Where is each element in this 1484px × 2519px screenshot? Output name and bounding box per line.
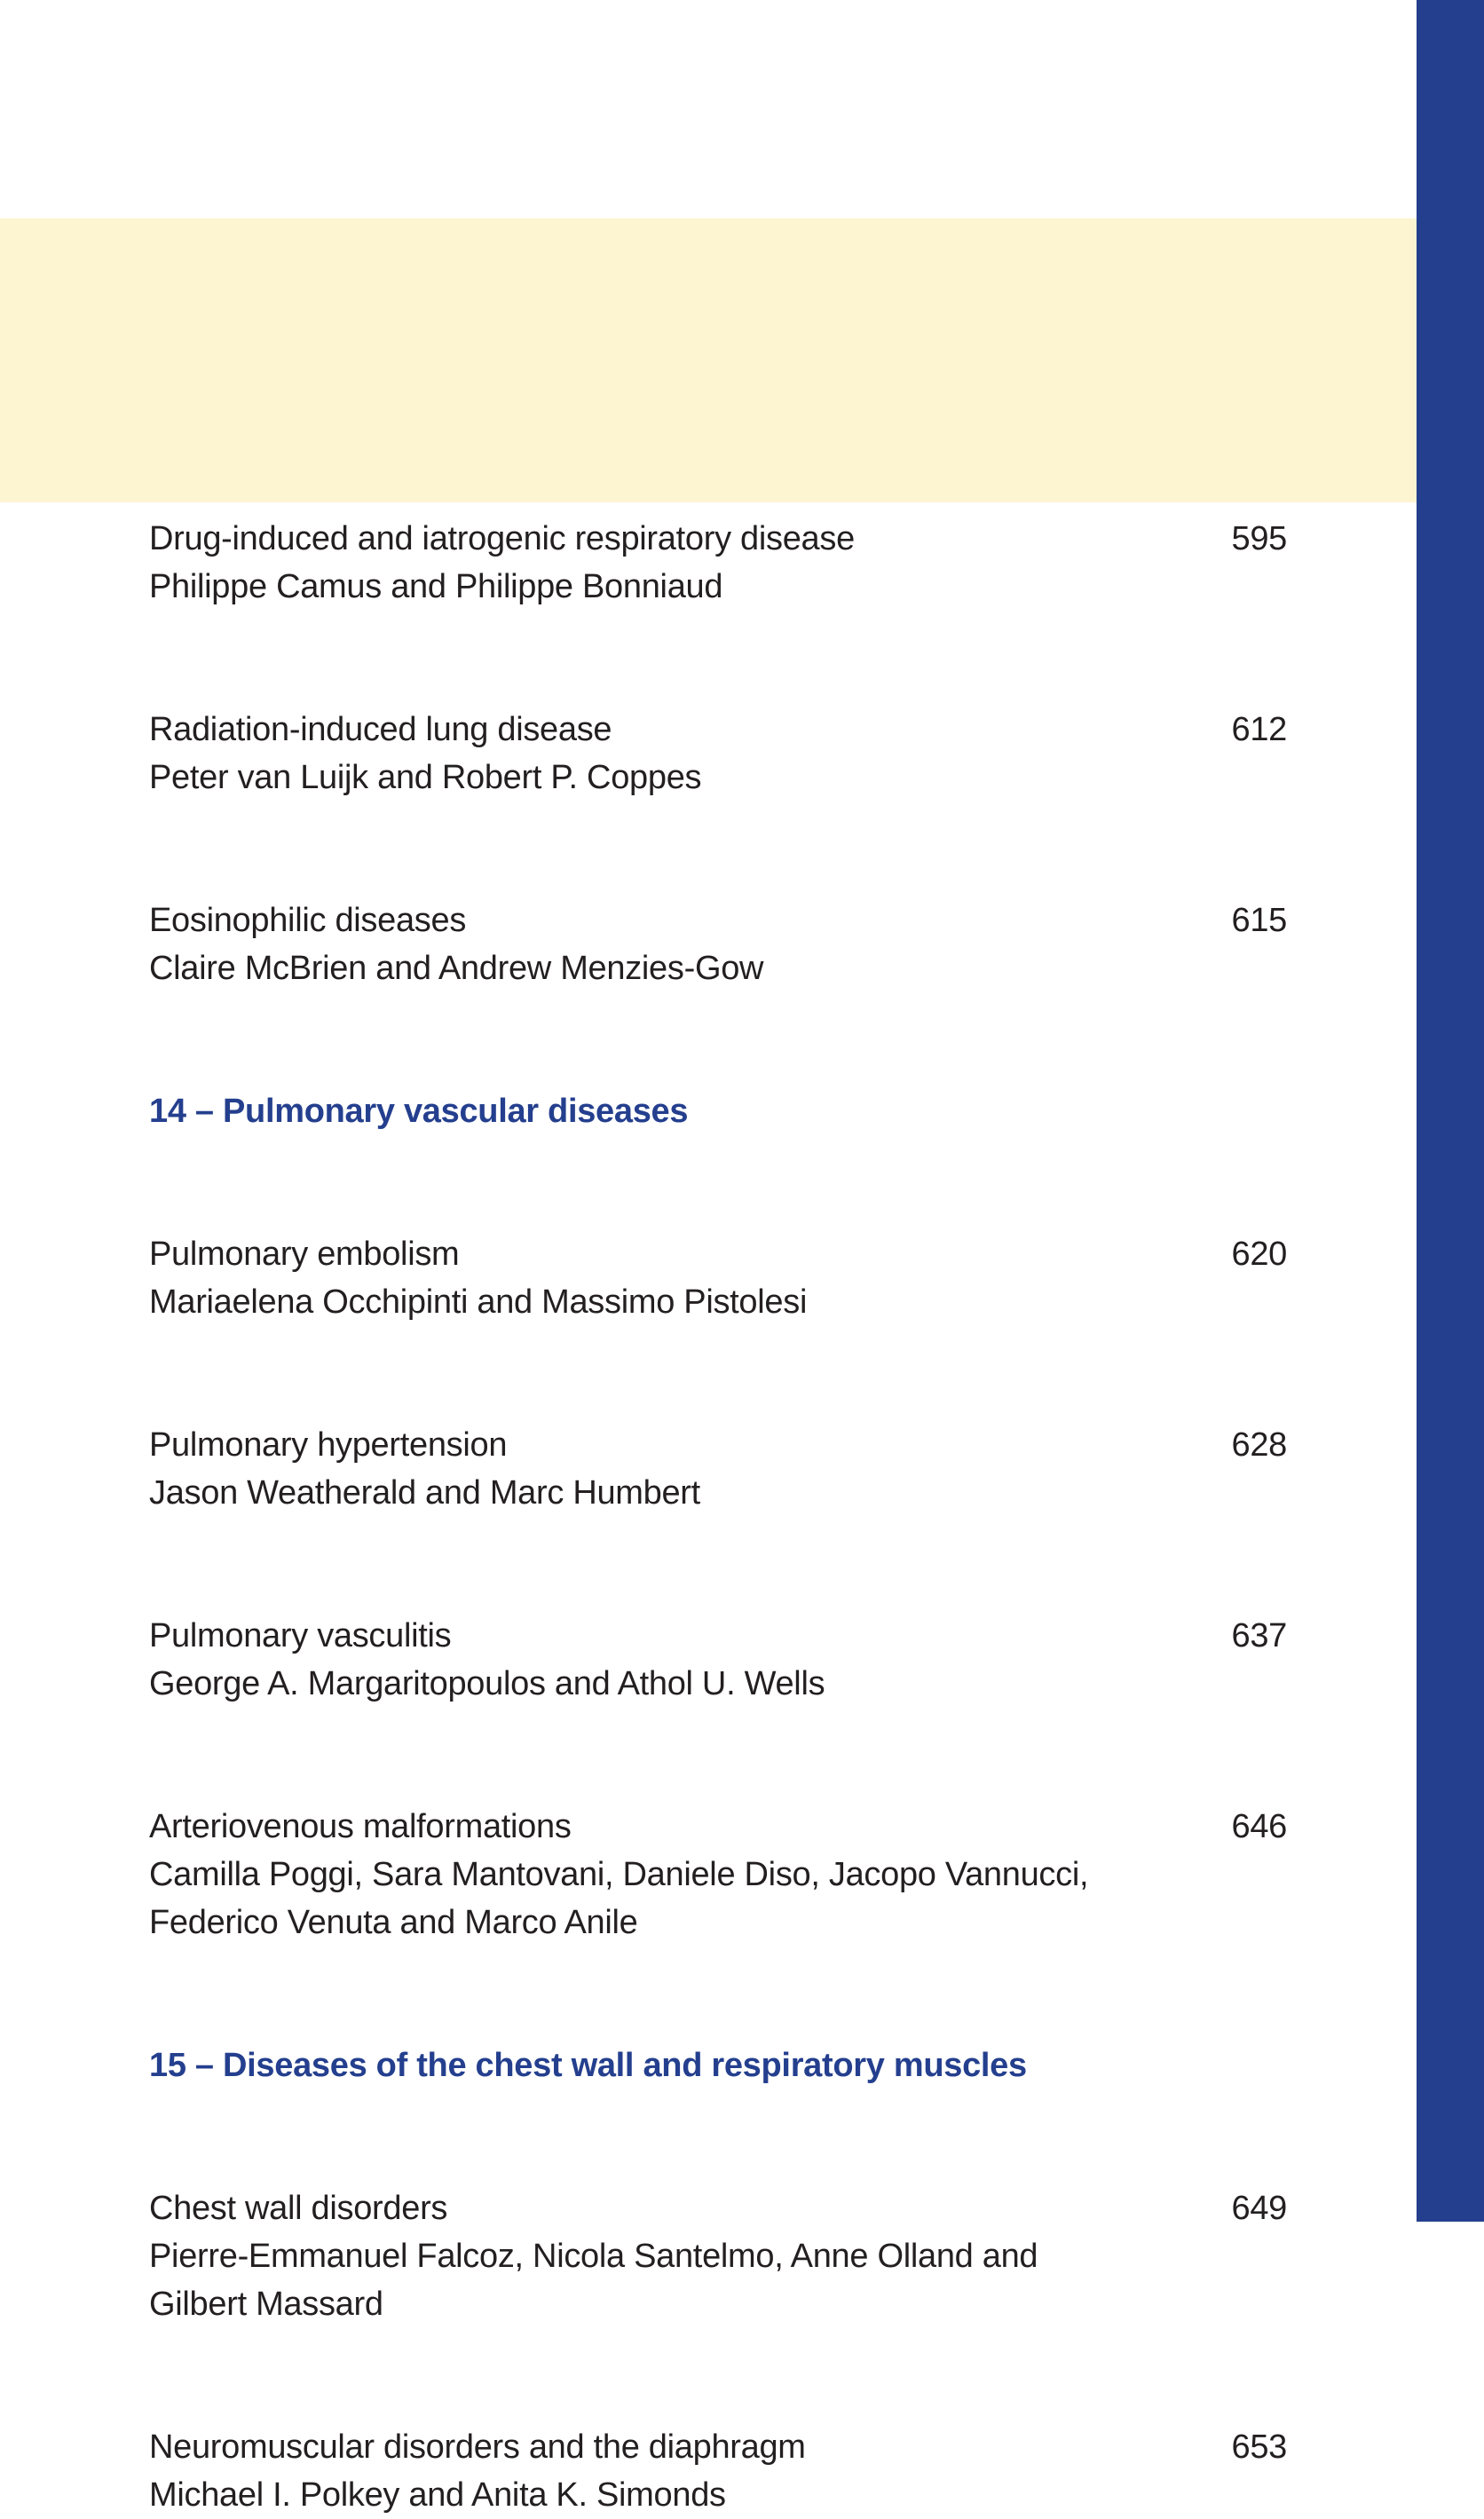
page-number[interactable]: 628 (1231, 1426, 1287, 1464)
page-number[interactable]: 595 (1231, 520, 1287, 557)
entry-title[interactable]: Pulmonary embolism (149, 1236, 460, 1273)
page-number[interactable]: 615 (1231, 902, 1287, 939)
entry-title[interactable]: Eosinophilic diseases (149, 902, 467, 939)
toc-entry (149, 515, 1287, 611)
entry-title[interactable]: Neuromuscular disorders and the diaphragm (149, 2428, 806, 2466)
entry-authors: Michael I. Polkey and Anita K. Simonds (149, 2476, 726, 2514)
side-color-bar (1417, 0, 1484, 2222)
entry-title[interactable]: Arteriovenous malformations (149, 1808, 572, 1845)
toc-entry (149, 1803, 1287, 1946)
entry-title[interactable]: Pulmonary hypertension (149, 1426, 508, 1464)
entry-authors: Pierre-Emmanuel Falcoz, Nicola Santelmo, Anne Olland and (149, 2238, 1038, 2275)
entry-authors: Claire McBrien and Andrew Menzies-Gow (149, 950, 764, 987)
entry-title[interactable]: Drug-induced and iatrogenic respiratory disease (149, 520, 855, 557)
page-number[interactable]: 649 (1231, 2190, 1287, 2227)
toc-entry (149, 706, 1287, 802)
entry-title[interactable]: Pulmonary vasculitis (149, 1617, 452, 1654)
toc-entry (149, 896, 1287, 992)
entry-authors: Jason Weatherald and Marc Humbert (149, 1474, 700, 1512)
entry-authors: Philippe Camus and Philippe Bonniaud (149, 568, 723, 605)
entry-authors: Federico Venuta and Marco Anile (149, 1904, 638, 1941)
toc-entry (149, 1230, 1287, 1326)
page-number[interactable]: 653 (1231, 2428, 1287, 2466)
header-band (0, 218, 1417, 502)
entry-authors: George A. Margaritopoulos and Athol U. Wells (149, 1665, 825, 1702)
toc-entry (149, 1421, 1287, 1517)
page-number[interactable]: 646 (1231, 1808, 1287, 1845)
toc-entry (149, 1612, 1287, 1708)
entry-title[interactable]: Radiation-induced lung disease (149, 711, 612, 748)
table-of-contents (149, 515, 1287, 2519)
entry-authors: Gilbert Massard (149, 2286, 383, 2323)
section-heading-15[interactable]: 15 – Diseases of the chest wall and respiratory muscles (149, 2047, 1027, 2084)
entry-authors: Mariaelena Occhipinti and Massimo Pistolesi (149, 1283, 808, 1321)
page-number[interactable]: 637 (1231, 1617, 1287, 1654)
page-number[interactable]: 612 (1231, 711, 1287, 748)
entry-title[interactable]: Chest wall disorders (149, 2190, 448, 2227)
toc-entry (149, 2423, 1287, 2519)
toc-entry (149, 2184, 1287, 2328)
section-heading-14[interactable]: 14 – Pulmonary vascular diseases (149, 1093, 689, 1130)
entry-authors: Peter van Luijk and Robert P. Coppes (149, 759, 702, 796)
page-number[interactable]: 620 (1231, 1236, 1287, 1273)
entry-authors: Camilla Poggi, Sara Mantovani, Daniele Diso, Jacopo Vannucci, (149, 1856, 1089, 1893)
